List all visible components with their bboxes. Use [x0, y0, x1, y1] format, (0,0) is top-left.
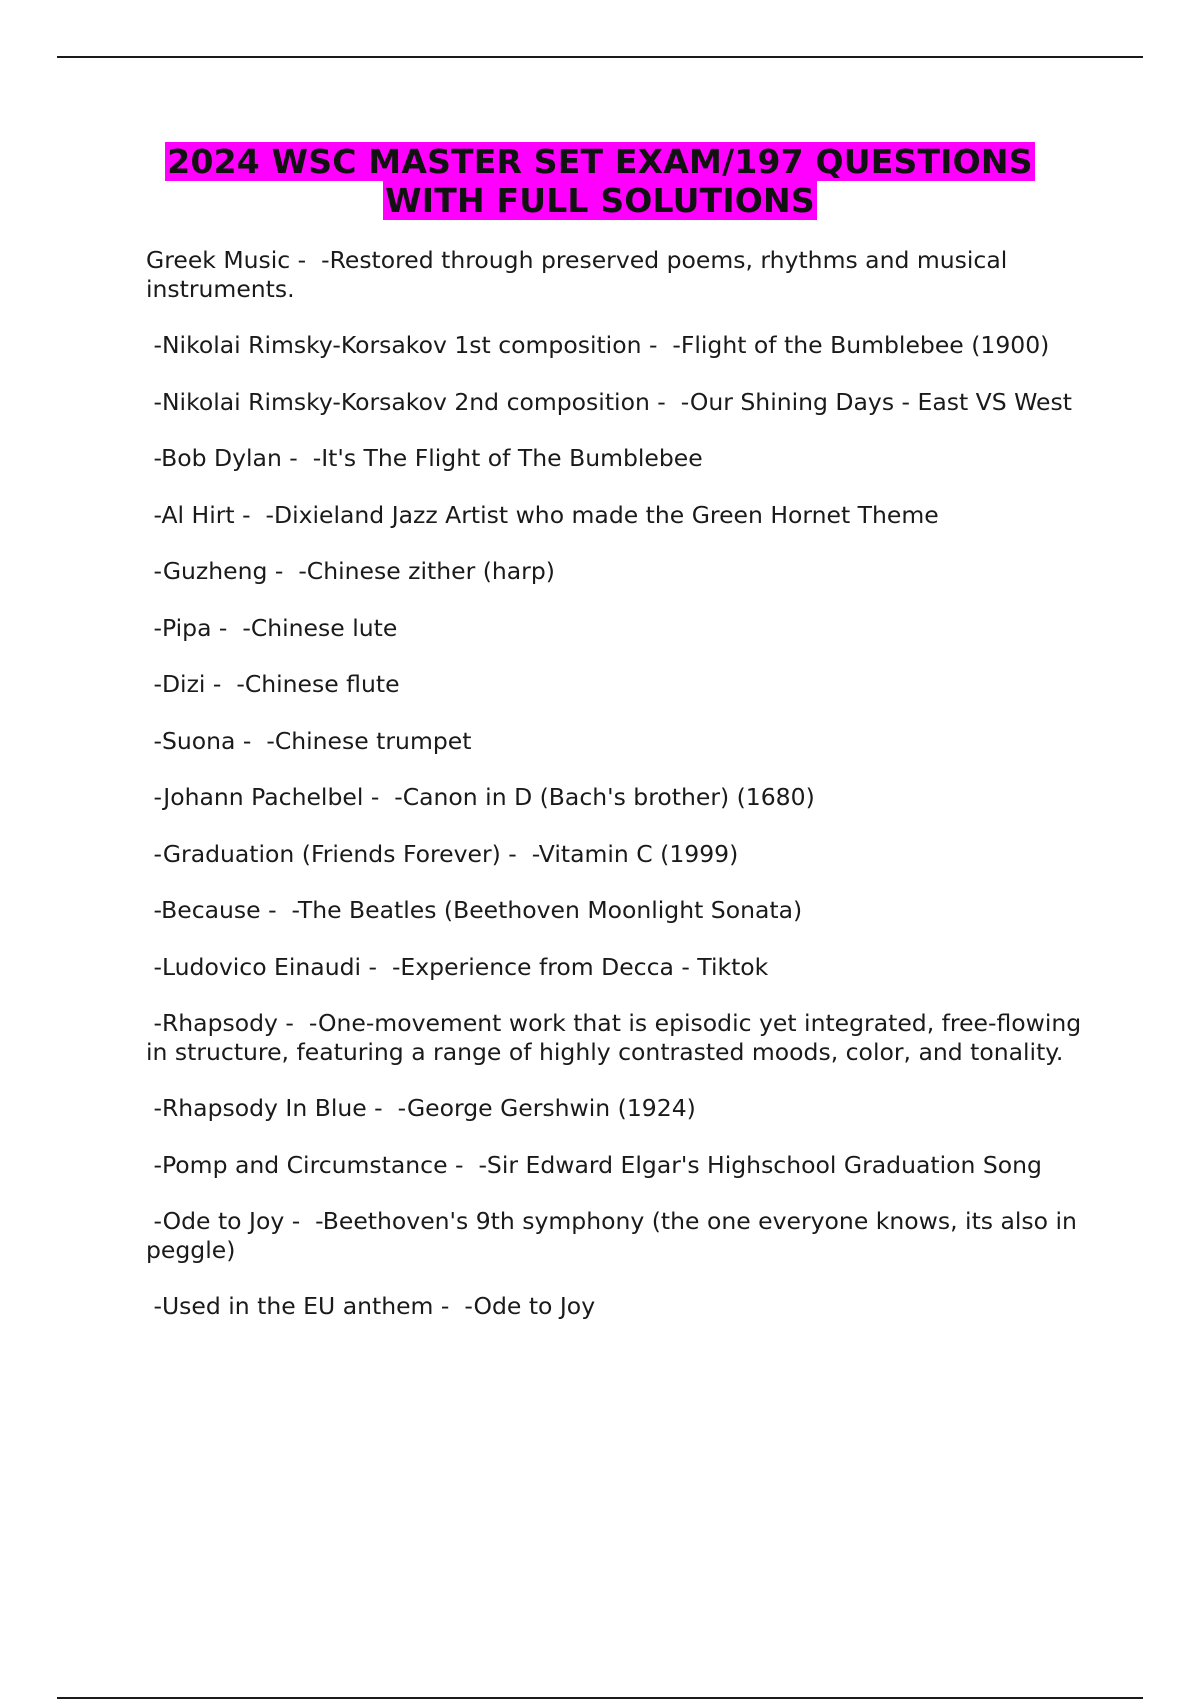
- qa-entry: -Rhapsody In Blue - -George Gershwin (1924): [146, 1094, 696, 1122]
- title-line-1: 2024 WSC MASTER SET EXAM/197 QUESTIONS: [167, 142, 1033, 181]
- header-rule: [57, 56, 1143, 58]
- qa-list: [146, 246, 1091, 1349]
- qa-entry: -Suona - -Chinese trumpet: [146, 726, 472, 755]
- qa-entry: -Guzheng - -Chinese zither (harp): [146, 557, 555, 585]
- qa-entry: -Ode to Joy - -Beethoven's 9th symphony (the one everyone knows, its also in peggle): [146, 1207, 1085, 1264]
- qa-entry: -Graduation (Friends Forever) - -Vitamin C (1999): [146, 839, 739, 868]
- qa-entry: -Used in the EU anthem - -Ode to Joy: [146, 1292, 596, 1320]
- footer-rule: [57, 1697, 1143, 1699]
- qa-entry: Greek Music - -Restored through preserved poems, rhythms and musical instruments.: [146, 246, 1015, 303]
- qa-entry: -Rhapsody - -One-movement work that is episodic yet integrated, free-flowing in structure, featuring a range of highly contrasted moods, color, and tonality.: [146, 1009, 1089, 1066]
- qa-entry: -Pipa - -Chinese lute: [146, 613, 398, 642]
- qa-entry: -Johann Pachelbel - -Canon in D (Bach's brother) (1680): [146, 783, 815, 811]
- qa-entry: -Bob Dylan - -It's The Flight of The Bumblebee: [146, 444, 703, 472]
- page-title: [100, 142, 1100, 220]
- title-line-2: WITH FULL SOLUTIONS: [385, 181, 815, 220]
- qa-entry: -Nikolai Rimsky-Korsakov 1st composition - -Flight of the Bumblebee (1900): [146, 331, 1050, 359]
- qa-entry: -Dizi - -Chinese flute: [146, 670, 400, 698]
- qa-entry: -Ludovico Einaudi - -Experience from Decca - Tiktok: [146, 952, 769, 981]
- qa-entry: -Pomp and Circumstance - -Sir Edward Elgar's Highschool Graduation Song: [146, 1150, 1042, 1179]
- qa-entry: -Al Hirt - -Dixieland Jazz Artist who made the Green Hornet Theme: [146, 500, 939, 529]
- qa-entry: -Nikolai Rimsky-Korsakov 2nd composition - -Our Shining Days - East VS West: [146, 387, 1072, 416]
- qa-entry: -Because - -The Beatles (Beethoven Moonlight Sonata): [146, 896, 803, 924]
